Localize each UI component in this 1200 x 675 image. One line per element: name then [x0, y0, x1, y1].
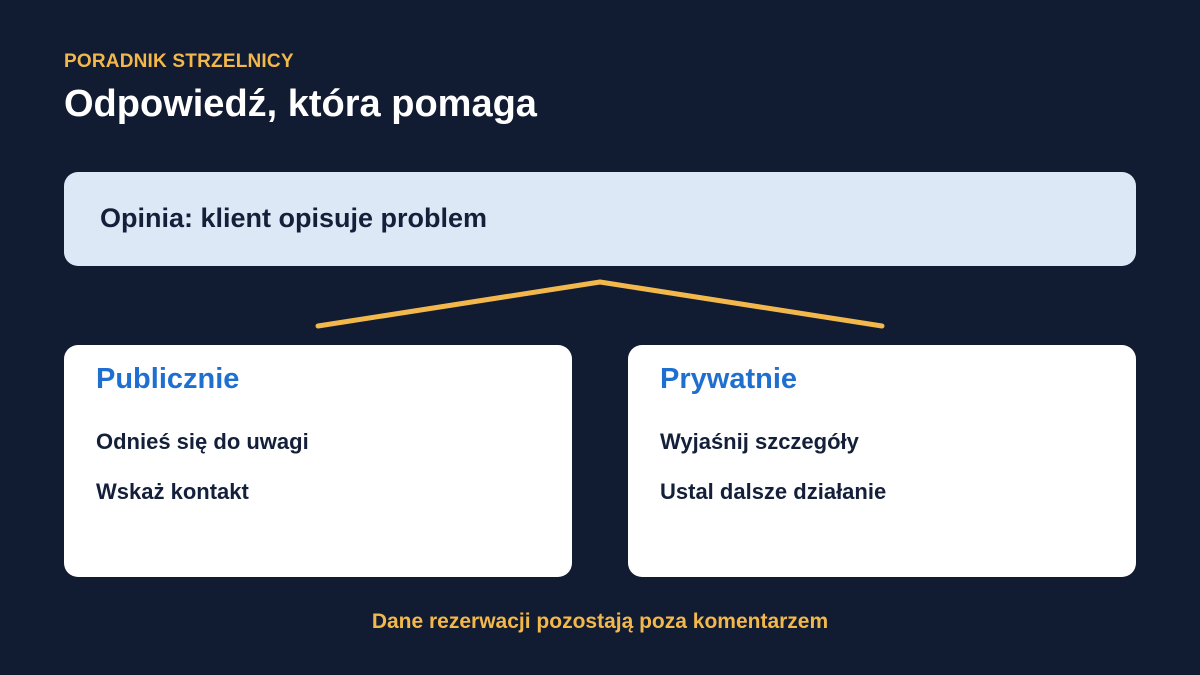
public-card-title: Publicznie — [96, 363, 240, 395]
private-response-card — [628, 345, 1136, 577]
eyebrow-label: PORADNIK STRZELNICY — [64, 51, 294, 72]
opinion-box-label: Opinia: klient opisuje problem — [100, 203, 488, 233]
public-card-item: Odnieś się do uwagi — [96, 429, 309, 454]
public-card-item: Wskaż kontakt — [96, 479, 249, 504]
page-title: Odpowiedź, która pomaga — [64, 83, 537, 125]
branch-connector-line — [318, 282, 882, 326]
opinion-box — [64, 172, 1136, 266]
public-response-card — [64, 345, 572, 577]
private-card-title: Prywatnie — [660, 363, 797, 395]
footer-note: Dane rezerwacji pozostają poza komentarzem — [371, 610, 829, 633]
private-card-item: Wyjaśnij szczegóły — [660, 429, 859, 454]
private-card-item: Ustal dalsze działanie — [660, 479, 887, 504]
